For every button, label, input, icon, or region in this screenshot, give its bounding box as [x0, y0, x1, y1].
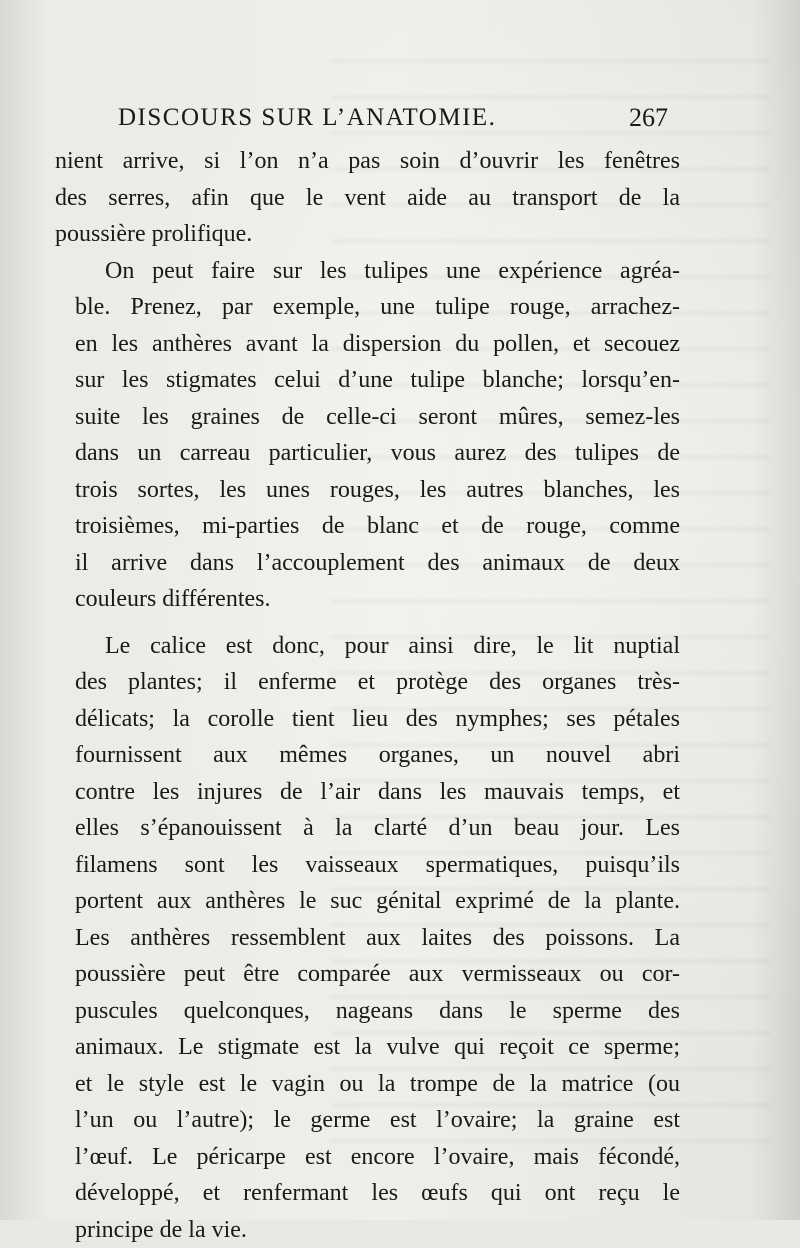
- text-line: filamens sont les vaisseaux spermatiques, puisqu’ils: [75, 847, 680, 884]
- body-text: [55, 143, 680, 1248]
- text-line: fournissent aux mêmes organes, un nouvel abri: [75, 737, 680, 774]
- running-title: DISCOURS SUR L’ANATOMIE.: [118, 98, 496, 138]
- text-line: développé, et renfermant les œufs qui ont reçu le: [75, 1175, 680, 1212]
- text-line: et le style est le vagin ou la trompe de la matrice (ou: [75, 1066, 680, 1103]
- paragraph-2: [75, 253, 680, 618]
- text-line: troisièmes, mi-parties de blanc et de rouge, comme: [75, 508, 680, 545]
- text-line: principe de la vie.: [75, 1212, 680, 1248]
- page-header: [118, 98, 678, 138]
- text-line: contre les injures de l’air dans les mauvais temps, et: [75, 774, 680, 811]
- text-line: délicats; la corolle tient lieu des nymphes; ses pétales: [75, 701, 680, 738]
- text-line: en les anthères avant la dispersion du pollen, et secouez: [75, 326, 680, 363]
- text-line: trois sortes, les unes rouges, les autres blanches, les: [75, 472, 680, 509]
- text-line: elles s’épanouissent à la clarté d’un beau jour. Les: [75, 810, 680, 847]
- text-line: animaux. Le stigmate est la vulve qui reçoit ce sperme;: [75, 1029, 680, 1066]
- text-line: nient arrive, si l’on n’a pas soin d’ouvrir les fenêtres: [55, 143, 680, 180]
- text-line: l’œuf. Le péricarpe est encore l’ovaire, mais fécondé,: [75, 1139, 680, 1176]
- text-line: poussière prolifique.: [55, 216, 680, 253]
- paragraph-3: [75, 628, 680, 1248]
- text-line: des serres, afin que le vent aide au transport de la: [55, 180, 680, 217]
- text-line: l’un ou l’autre); le germe est l’ovaire; la graine est: [75, 1102, 680, 1139]
- text-line: portent aux anthères le suc génital exprimé de la plante.: [75, 883, 680, 920]
- text-line: dans un carreau particulier, vous aurez des tulipes de: [75, 435, 680, 472]
- text-line: couleurs différentes.: [75, 581, 680, 618]
- text-line: suite les graines de celle-ci seront mûres, semez-les: [75, 399, 680, 436]
- text-line: puscules quelconques, nageans dans le sperme des: [75, 993, 680, 1030]
- text-line: sur les stigmates celui d’une tulipe blanche; lorsqu’en-: [75, 362, 680, 399]
- text-line: On peut faire sur les tulipes une expérience agréa-: [75, 253, 680, 290]
- text-line: il arrive dans l’accouplement des animaux de deux: [75, 545, 680, 582]
- text-line: ble. Prenez, par exemple, une tulipe rouge, arrachez-: [75, 289, 680, 326]
- paragraph-1: [55, 143, 680, 253]
- text-line: poussière peut être comparée aux vermisseaux ou cor-: [75, 956, 680, 993]
- text-line: Les anthères ressemblent aux laites des poissons. La: [75, 920, 680, 957]
- text-line: Le calice est donc, pour ainsi dire, le lit nuptial: [75, 628, 680, 665]
- page-number: 267: [629, 98, 668, 138]
- text-line: des plantes; il enferme et protège des organes très-: [75, 664, 680, 701]
